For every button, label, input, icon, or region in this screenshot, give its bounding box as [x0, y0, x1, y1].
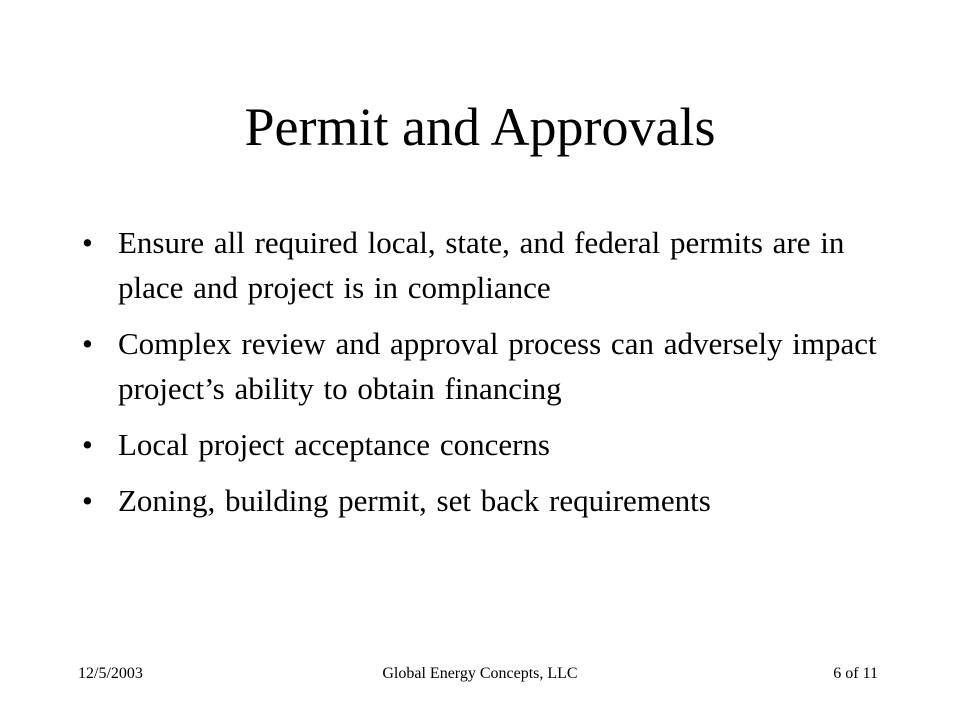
bullet-item	[80, 321, 880, 411]
bullet-icon: •	[82, 427, 93, 462]
bullet-list	[80, 220, 880, 534]
bullet-icon: •	[82, 225, 93, 260]
bullet-item	[80, 220, 880, 310]
bullet-text: Ensure all required local, state, and federal permits are in place and project is in compliance	[118, 225, 845, 305]
footer-company: Global Energy Concepts, LLC	[382, 665, 578, 682]
bullet-text: Local project acceptance concerns	[118, 427, 550, 462]
footer-page-number: 6 of 11	[833, 665, 878, 682]
bullet-icon: •	[82, 326, 93, 361]
footer-date: 12/5/2003	[78, 665, 143, 682]
bullet-text: Complex review and approval process can adversely impact project’s ability to obtain financing	[118, 326, 877, 406]
slide-title: Permit and Approvals	[244, 97, 716, 157]
bullet-icon: •	[82, 483, 93, 518]
bullet-text: Zoning, building permit, set back requirements	[118, 483, 711, 518]
bullet-item	[80, 478, 880, 523]
bullet-item	[80, 422, 880, 467]
